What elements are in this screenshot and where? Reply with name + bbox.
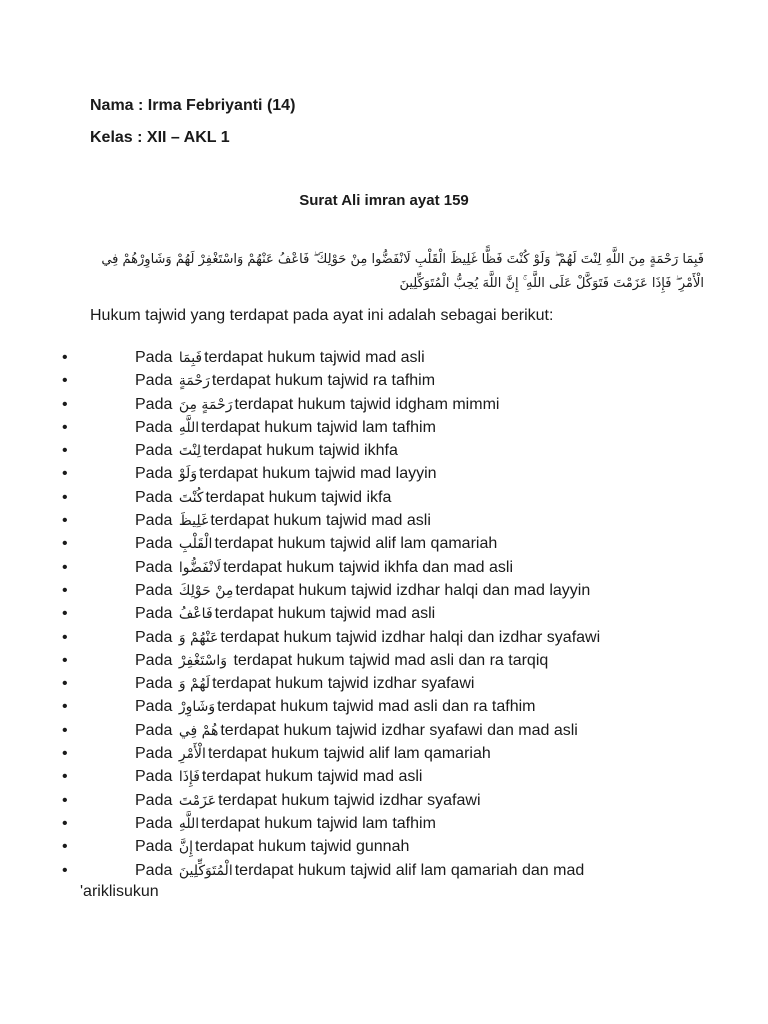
item-prefix: Pada bbox=[135, 698, 173, 716]
list-item bbox=[62, 346, 752, 369]
arabic-verse-line-1: فَبِمَا رَحْمَةٍ مِنَ اللَّهِ لِنْتَ لَهُمْ ۖ وَلَوْ كُنْتَ فَظًّا غَلِيظَ الْقَلْبِ لَانْفَضُّوا مِنْ حَوْلِكَ ۖ فَاعْفُ عَنْهُمْ وَاسْتَغْفِرْ لَهُمْ وَشَاوِرْهُمْ فِي bbox=[101, 252, 704, 267]
bullet-icon: • bbox=[62, 605, 68, 623]
arabic-word: فَاعْفُ bbox=[178, 606, 213, 623]
bullet-icon: • bbox=[62, 395, 68, 413]
item-rule: terdapat hukum tajwid alif lam qamariah dan mad bbox=[234, 861, 585, 879]
arabic-word: فَبِمَا bbox=[178, 350, 203, 366]
bullet-icon: • bbox=[62, 558, 68, 576]
list-item bbox=[62, 672, 752, 695]
list-item-text bbox=[135, 532, 497, 556]
item-prefix: Pada bbox=[135, 721, 173, 739]
bullet-icon: • bbox=[62, 838, 68, 856]
list-item bbox=[62, 602, 752, 625]
tajwid-list bbox=[62, 346, 752, 882]
student-name: Nama : Irma Febriyanti (14) bbox=[90, 97, 296, 114]
arabic-word: لِنْتَ bbox=[178, 443, 202, 460]
arabic-word: رَحْمَةٍ مِنَ bbox=[178, 396, 233, 413]
list-item-text bbox=[135, 835, 409, 859]
item-rule: terdapat hukum tajwid ikhfa bbox=[203, 442, 398, 460]
item-rule: terdapat hukum tajwid izdhar halqi dan mad layyin bbox=[235, 581, 591, 599]
bullet-icon: • bbox=[62, 861, 68, 879]
list-item-text bbox=[135, 369, 435, 393]
item-rule: terdapat hukum tajwid lam tafhim bbox=[201, 418, 436, 436]
list-item-text bbox=[135, 556, 513, 580]
bullet-icon: • bbox=[62, 372, 68, 390]
item-prefix: Pada bbox=[135, 488, 173, 506]
item-rule: terdapat hukum tajwid ikfa bbox=[205, 488, 392, 506]
arabic-word: وَاسْتَغْفِرْ bbox=[178, 652, 227, 669]
bullet-icon: • bbox=[62, 442, 68, 460]
list-item-text bbox=[135, 486, 391, 510]
item-prefix: Pada bbox=[135, 675, 173, 693]
item-prefix: Pada bbox=[135, 814, 173, 832]
list-item bbox=[62, 369, 752, 392]
bullet-icon: • bbox=[62, 535, 68, 553]
list-item-text bbox=[135, 672, 474, 696]
item-prefix: Pada bbox=[135, 418, 173, 436]
item-rule: terdapat hukum tajwid mad asli bbox=[210, 512, 431, 530]
item-rule: terdapat hukum tajwid izdhar syafawi bbox=[218, 791, 481, 809]
list-item bbox=[62, 695, 752, 718]
list-item-text bbox=[135, 742, 491, 766]
item-rule: terdapat hukum tajwid ra tafhim bbox=[211, 372, 436, 390]
list-item bbox=[62, 742, 752, 765]
item-rule: terdapat hukum tajwid alif lam qamariah bbox=[207, 745, 491, 763]
item-prefix: Pada bbox=[135, 651, 173, 669]
list-item-text bbox=[135, 462, 437, 486]
intro-text: Hukum tajwid yang terdapat pada ayat ini adalah sebagai berikut: bbox=[90, 307, 554, 324]
bullet-icon: • bbox=[62, 628, 68, 646]
bullet-icon: • bbox=[62, 745, 68, 763]
arabic-verse-line-2: الْأَمْرِ ۖ فَإِذَا عَزَمْتَ فَتَوَكَّلْ عَلَى اللَّهِ ۚ إِنَّ اللَّهَ يُحِبُّ الْمُتَوَكِّلِينَ bbox=[399, 276, 704, 291]
item-rule: terdapat hukum tajwid ikhfa dan mad asli bbox=[223, 558, 513, 576]
bullet-icon: • bbox=[62, 698, 68, 716]
bullet-icon: • bbox=[62, 791, 68, 809]
item-prefix: Pada bbox=[135, 791, 173, 809]
bullet-icon: • bbox=[62, 581, 68, 599]
arabic-word: لَانْفَضُّوا bbox=[178, 559, 222, 576]
arabic-word: غَلِيظَ bbox=[178, 513, 209, 530]
bullet-icon: • bbox=[62, 675, 68, 693]
arabic-word: الْقَلْبِ bbox=[178, 536, 213, 553]
item-prefix: Pada bbox=[135, 605, 173, 623]
item-prefix: Pada bbox=[135, 395, 173, 413]
item-prefix: Pada bbox=[135, 535, 173, 553]
bullet-icon: • bbox=[62, 814, 68, 832]
arabic-word: مِنْ حَوْلِكَ bbox=[178, 582, 234, 599]
list-item bbox=[62, 579, 752, 602]
bullet-icon: • bbox=[62, 418, 68, 436]
item-prefix: Pada bbox=[135, 349, 173, 366]
list-item bbox=[62, 416, 752, 439]
list-item bbox=[62, 719, 752, 742]
list-item bbox=[62, 532, 752, 555]
item-rule: terdapat hukum tajwid mad asli dan ra tarqiq bbox=[229, 651, 549, 669]
arabic-word: اللَّهِ bbox=[178, 419, 200, 436]
item-prefix: Pada bbox=[135, 861, 173, 879]
item-rule: terdapat hukum tajwid mad asli bbox=[204, 349, 425, 366]
item-rule: terdapat hukum tajwid lam tafhim bbox=[201, 814, 436, 832]
arabic-word: الْأَمْرِ bbox=[178, 746, 206, 763]
list-item-text bbox=[135, 649, 548, 673]
arabic-word: لَهُمْ وَ bbox=[178, 676, 211, 693]
list-item bbox=[62, 765, 752, 788]
arabic-word: رَحْمَةٍ bbox=[178, 373, 210, 390]
item-rule: terdapat hukum tajwid mad layyin bbox=[199, 465, 437, 483]
list-item bbox=[62, 789, 752, 812]
item-rule: terdapat hukum tajwid idgham mimmi bbox=[234, 395, 500, 413]
list-item-text bbox=[135, 719, 578, 743]
list-item bbox=[62, 859, 752, 882]
item-rule: terdapat hukum tajwid mad asli bbox=[214, 605, 436, 623]
list-item bbox=[62, 626, 752, 649]
item-rule: terdapat hukum tajwid izdhar syafawi dan mad asli bbox=[220, 721, 578, 739]
arabic-word: عَزَمْتَ bbox=[178, 792, 217, 809]
bullet-icon: • bbox=[62, 488, 68, 506]
arabic-word: وَشَاوِرْ bbox=[178, 699, 216, 716]
list-continuation-text: 'ariklisukun bbox=[80, 883, 159, 900]
item-prefix: Pada bbox=[135, 768, 173, 786]
item-rule: terdapat hukum tajwid alif lam qamariah bbox=[214, 535, 498, 553]
item-prefix: Pada bbox=[135, 442, 173, 460]
list-item bbox=[62, 509, 752, 532]
item-rule: terdapat hukum tajwid izdhar halqi dan izdhar syafawi bbox=[220, 628, 601, 646]
list-item bbox=[62, 556, 752, 579]
item-rule: terdapat hukum tajwid izdhar syafawi bbox=[212, 675, 475, 693]
list-item bbox=[62, 462, 752, 485]
arabic-word: هُمْ فِي bbox=[178, 722, 219, 739]
document-title: Surat Ali imran ayat 159 bbox=[299, 192, 469, 209]
list-item bbox=[62, 486, 752, 509]
item-prefix: Pada bbox=[135, 558, 173, 576]
list-item-text bbox=[135, 439, 398, 463]
item-prefix: Pada bbox=[135, 512, 173, 530]
item-prefix: Pada bbox=[135, 628, 173, 646]
bullet-icon: • bbox=[62, 651, 68, 669]
bullet-icon: • bbox=[62, 349, 68, 366]
item-prefix: Pada bbox=[135, 372, 173, 390]
arabic-word: اللَّهِ bbox=[178, 815, 200, 832]
list-item-text bbox=[135, 626, 600, 650]
arabic-word: فَإِذَا bbox=[178, 769, 200, 786]
list-item bbox=[62, 393, 752, 416]
item-rule: terdapat hukum tajwid mad asli bbox=[201, 768, 423, 786]
bullet-icon: • bbox=[62, 768, 68, 786]
list-item-text bbox=[135, 602, 435, 626]
list-item-text bbox=[135, 859, 584, 883]
item-rule: terdapat hukum tajwid gunnah bbox=[195, 838, 410, 856]
list-item-text bbox=[135, 509, 431, 533]
list-item-text bbox=[135, 346, 425, 370]
arabic-word: الْمُتَوَكِّلِينَ bbox=[178, 862, 233, 879]
list-item-text bbox=[135, 416, 436, 440]
list-item-text bbox=[135, 812, 436, 836]
arabic-word: عَنْهُمْ وَ bbox=[178, 629, 219, 646]
list-item bbox=[62, 439, 752, 462]
item-rule: terdapat hukum tajwid mad asli dan ra tafhim bbox=[217, 698, 536, 716]
arabic-word: وَلَوْ bbox=[178, 466, 198, 483]
student-class: Kelas : XII – AKL 1 bbox=[90, 129, 230, 146]
list-item-text bbox=[135, 393, 499, 417]
arabic-word: إِنَّ bbox=[178, 839, 193, 856]
list-item bbox=[62, 649, 752, 672]
bullet-icon: • bbox=[62, 512, 68, 530]
list-item-text bbox=[135, 765, 422, 789]
bullet-icon: • bbox=[62, 721, 68, 739]
list-item-text bbox=[135, 695, 536, 719]
item-prefix: Pada bbox=[135, 838, 173, 856]
item-prefix: Pada bbox=[135, 465, 173, 483]
bullet-icon: • bbox=[62, 465, 68, 483]
item-prefix: Pada bbox=[135, 745, 173, 763]
list-item bbox=[62, 812, 752, 835]
list-item-text bbox=[135, 579, 590, 603]
list-item-text bbox=[135, 789, 481, 813]
arabic-word: كُنْتَ bbox=[178, 489, 204, 506]
item-prefix: Pada bbox=[135, 581, 173, 599]
list-item bbox=[62, 835, 752, 858]
